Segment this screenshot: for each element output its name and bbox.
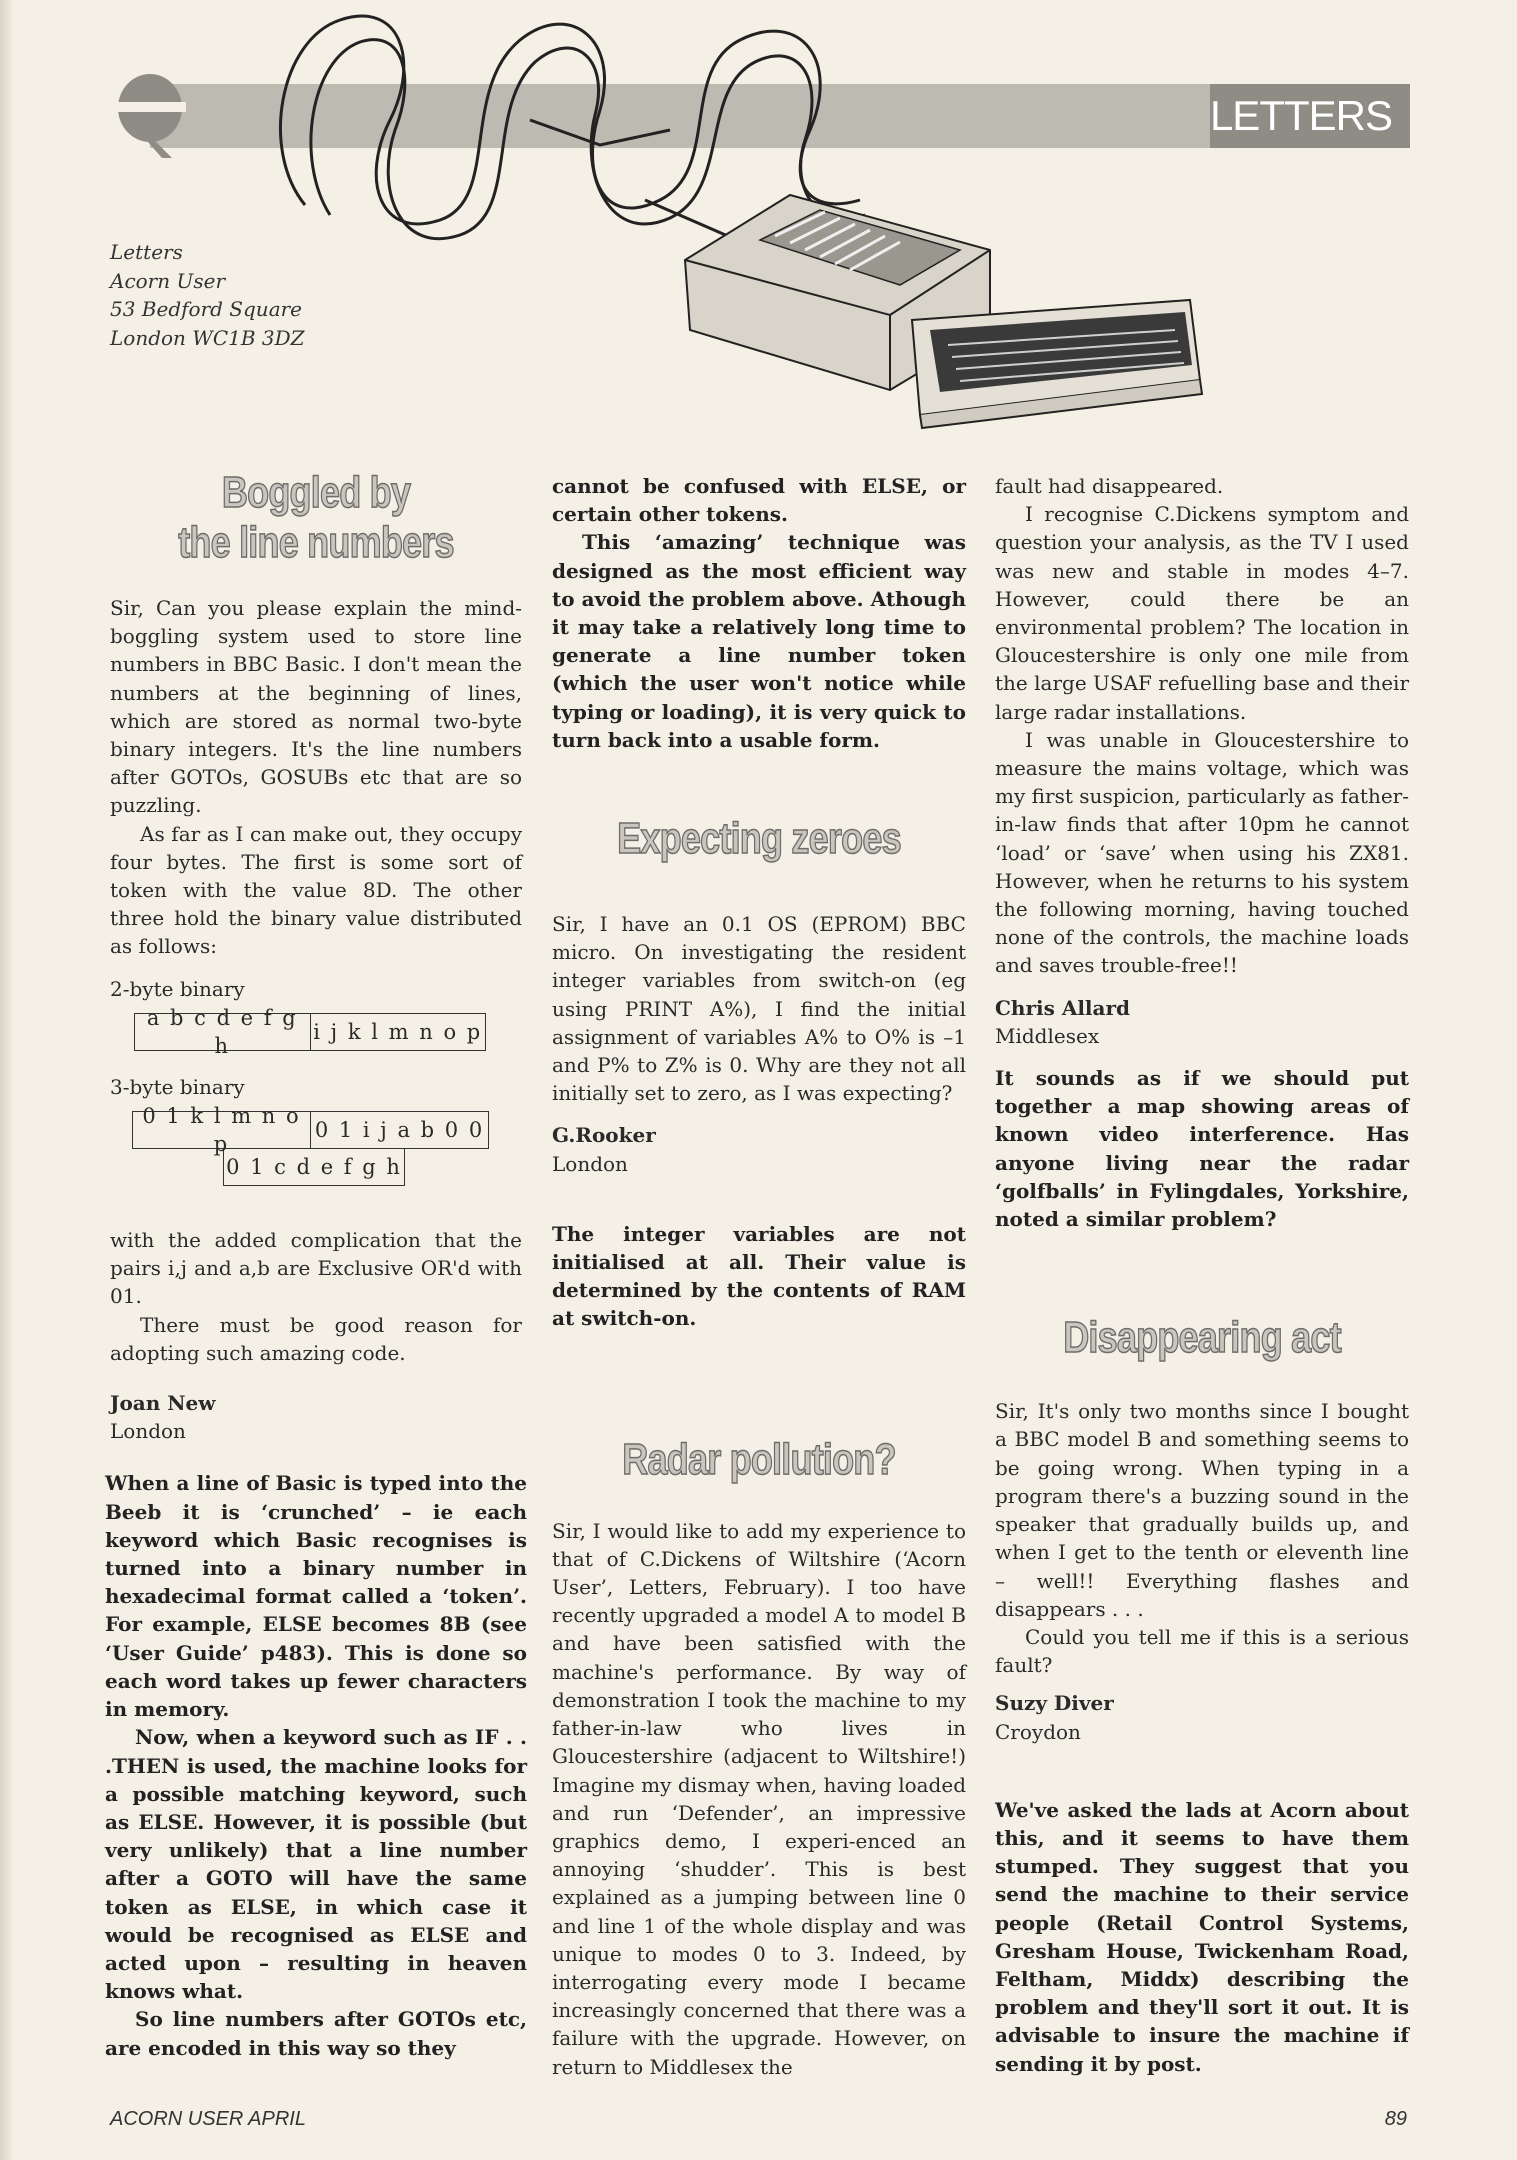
letter1-paragraph: Sir, Can you please explain the mind-boggling system used to store line numbers in BBC Basic. I don't mean the numbers at the beginning of lines, which are stored as normal two-byte binary integers. It's the line numbers after GOTOs, GOSUBs etc that are so puzzling.	[110, 596, 522, 818]
two-byte-box	[134, 1005, 486, 1058]
diagram-label-2byte: 2-byte binary	[110, 976, 245, 1001]
editor-reply: Now, when a keyword such as IF . . .THEN is used, the machine looks for a possible matching keyword, such as ELSE. However, it is possible (but very unlikely) that a line number after a GOTO will have the same token as ELSE, in which case it would be recognised as ELSE and acted upon – resulting in heaven knows what.	[105, 1725, 527, 2004]
letter1-paragraph: There must be good reason for adopting such amazing code.	[110, 1312, 522, 1365]
column-3	[995, 472, 1409, 2078]
signature-place: Middlesex	[995, 1023, 1100, 1048]
byte-cell: 0 1 c d e f g h	[226, 1154, 402, 1179]
signature-chris-allard	[995, 994, 1409, 1050]
signature-place: London	[110, 1419, 186, 1444]
diagram-label-3byte: 3-byte binary	[110, 1074, 245, 1099]
letter1-paragraph: with the added complication that the pairs i,j and a,b are Exclusive OR'd with 01.	[110, 1228, 522, 1309]
letters-address	[110, 238, 305, 352]
letter3-paragraph: I was unable in Gloucestershire to measure the mains voltage, which was my first suspicion, particularly as father-in-law finds that after 10pm he cannot ‘load’ or ‘save’ when using his ZX81. However, when he returns to his system the following morning, having touched none of the controls, the machine loads and saves trouble-free!!	[995, 727, 1409, 978]
address-line: Letters	[110, 240, 183, 264]
column-1	[105, 468, 527, 2062]
heading-disappearing-act: Disappearing act	[1063, 1313, 1341, 1363]
heading-expecting-zeroes: Expecting zeroes	[617, 814, 901, 864]
letter2-paragraph: Sir, I have an 0.1 OS (EPROM) BBC micro. On investigating the resident integer variables from switch-on (eg using PRINT A%), I find the initial assignment of variables A% to O% is –1 and P% to Z% is 0. Why are they not all initially set to zero, as I was expecting?	[552, 912, 966, 1106]
signature-g-rooker	[552, 1121, 966, 1177]
signature-name: G.Rooker	[552, 1123, 656, 1148]
signature-name: Suzy Diver	[995, 1691, 1114, 1716]
byte-cell: 0 1 i j a b 0 0	[310, 1112, 488, 1148]
letter3-paragraph: Sir, I would like to add my experience to that of C.Dickens of Wiltshire (‘Acorn User’, Letters, February). I too have recently upgraded a model A to model B and have been satisfied with the machine's performance. By way of demonstration I took the machine to my father-in-law who lives in Gloucestershire (adjacent to Wiltshire!) Imagine my dismay when, having loaded and run ‘Defender’, an impressive graphics demo, I experi-enced an annoying ‘shudder’. This is best explained as a jumping between line 0 and line 1 of the whole display and was unique to modes 0 to 3. Indeed, by interrogating every mode I became increasingly concerned that there was a failure with the upgrade. However, on return to Middlesex the	[552, 1518, 966, 2079]
letters-logo-icon	[114, 62, 186, 160]
byte-cell: i j k l m n o p	[310, 1014, 486, 1050]
section-title: LETTERS	[1209, 92, 1392, 139]
letter3-paragraph: I recognise C.Dickens symptom and question your analysis, as the TV I used was new and stable in modes 4–7. However, could there be an environmental problem? The location in Gloucestershire is only one mile from the large USAF refuelling base and their large radar installations.	[995, 502, 1409, 724]
letter4-paragraph: Could you tell me if this is a serious fault?	[995, 1624, 1409, 1678]
address-line: 53 Bedford Square	[110, 297, 303, 321]
editor-reply: We've asked the lads at Acorn about this, and it seems to have them stumped. They suggest that you send the machine to their service people (Retail Control Systems, Gresham House, Twickenham Road, Feltham, Middx) describing the problem and they'll sort it out. It is advisable to insure the machine if sending it by post.	[995, 1797, 1409, 2076]
heading-radar-pollution: Radar pollution?	[622, 1434, 896, 1484]
signature-name: Joan New	[110, 1391, 216, 1416]
signature-suzy-diver	[995, 1689, 1409, 1745]
byte-cell: a b c d e f g h	[146, 1005, 298, 1058]
letter1-paragraph: As far as I can make out, they occupy four bytes. The first is some sort of token with the value 8D. The other three hold the binary value distributed as follows:	[110, 821, 522, 959]
signature-joan-new	[110, 1389, 522, 1445]
page-number: 89	[1384, 2108, 1407, 2130]
letter3-paragraph: fault had disappeared.	[995, 474, 1224, 498]
signature-place: Croydon	[995, 1719, 1081, 1744]
address-line: Acorn User	[110, 268, 225, 293]
byte-cell: 0 1 k l m n o p	[142, 1103, 301, 1157]
editor-reply: The integer variables are not initialised at all. Their value is determined by the contents of RAM at switch-on.	[552, 1221, 966, 1331]
column-2	[552, 472, 966, 2081]
heading-boggled: Boggled by the line numbers	[178, 468, 454, 567]
editor-reply: cannot be confused with ELSE, or certain other tokens.	[552, 474, 966, 527]
editor-reply: When a line of Basic is typed into the Beeb it is ‘crunched’ – ie each keyword which Basic recognises is turned into a binary number in hexadecimal format called a ‘token’. For example, ELSE becomes 8B (see ‘User Guide’ p483). This is done so each word takes up fewer characters in memory.	[105, 1471, 527, 1722]
editor-reply: This ‘amazing’ technique was designed as the most efficient way to avoid the problem above. Athough it may take a relatively long time to generate a line number token (which the user won't notice while typing or loading), it is very quick to turn back into a usable form.	[552, 530, 966, 752]
page-edge-shadow	[0, 0, 14, 2160]
three-byte-box-bottom	[223, 1149, 405, 1186]
letter4-paragraph: Sir, It's only two months since I bought a BBC model B and something seems to be going wrong. When typing in a program there's a buzzing sound in the speaker that gradually builds up, and when I get to the tenth or eleventh line – well!! Everything flashes and disappears . . .	[995, 1399, 1409, 1621]
signature-name: Chris Allard	[995, 995, 1131, 1020]
printer-and-computer-illustration	[200, 0, 1250, 430]
signature-place: London	[552, 1151, 628, 1176]
footer-publication: ACORN USER APRIL	[110, 2108, 306, 2130]
address-line: London WC1B 3DZ	[110, 325, 305, 350]
three-byte-box-top	[132, 1103, 489, 1157]
editor-reply: It sounds as if we should put together a map showing areas of known video interference. Has anyone living near the radar ‘golfballs’ in Fylingdales, Yorkshire, noted a similar problem?	[995, 1066, 1409, 1232]
editor-reply: So line numbers after GOTOs etc, are encoded in this way so they	[105, 2007, 527, 2060]
binary-diagram	[110, 975, 522, 1186]
